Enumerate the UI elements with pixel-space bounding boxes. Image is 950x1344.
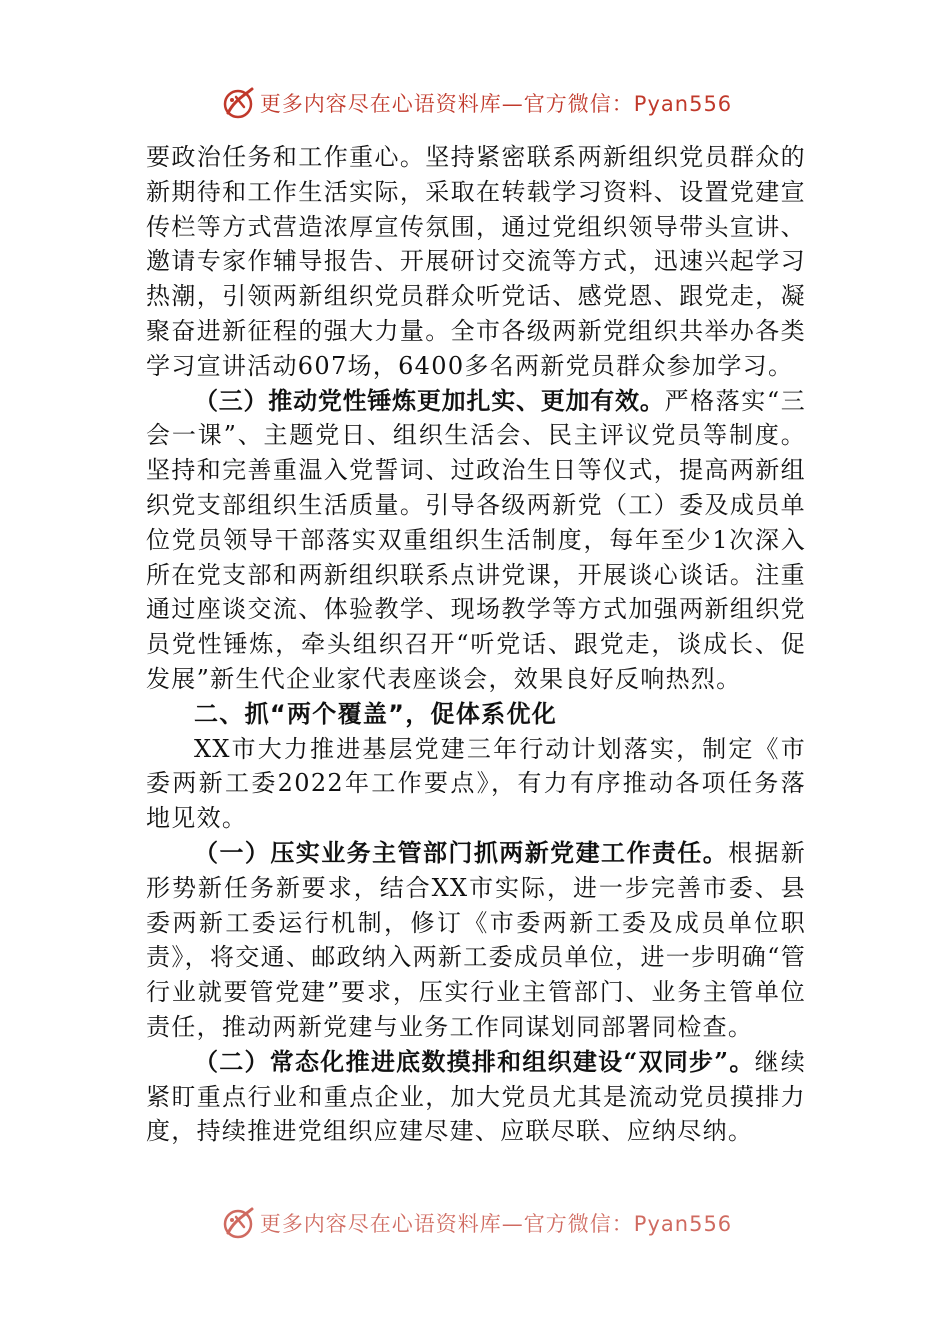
paragraph-5 xyxy=(146,1045,806,1149)
paragraph-2 xyxy=(146,384,806,697)
watermark-text: 更多内容尽在心语资料库—官方微信：Pyan556 xyxy=(259,92,733,116)
paragraph-1: 要政治任务和工作重心。坚持紧密联系两新组织党员群众的新期待和工作生活实际，采取在转载学习资料、设置党建宣传栏等方式营造浓厚宣传氛围，通过党组织领导带头宣讲、邀请专家作辅导报告、开展研讨交流等方式，迅速兴起学习热潮，引领两新组织党员群众听党话、感党恩、跟党走，凝聚奋进新征程的强大力量。全市各级两新党组织共举办各类学习宣讲活动607场，6400多名两新党员群众参加学习。 xyxy=(146,143,806,380)
paragraph-4-body: 根据新形势新任务新要求，结合XX市实际，进一步完善市委、县委两新工委运行机制，修订《市委两新工委及成员单位职责》，将交通、邮政纳入两新工委成员单位，进一步明确“管行业就要管党建”要求，压实行业主管部门、业务主管单位责任，推动两新党建与业务工作同谋划同部署同检查。 xyxy=(146,838,806,1041)
watermark-footer xyxy=(0,1203,950,1243)
paragraph-3: XX市大力推进基层党建三年行动计划落实，制定《市委两新工委2022年工作要点》，有力有序推动各项任务落地见效。 xyxy=(146,734,806,833)
watermark-header xyxy=(0,83,950,123)
subheading-1: （一）压实业务主管部门抓两新党建工作责任。 xyxy=(194,837,729,867)
paragraph-4 xyxy=(146,836,806,1045)
subheading-3: （三）推动党性锤炼更加扎实、更加有效。 xyxy=(194,385,665,415)
document-body xyxy=(146,140,806,1149)
watermark-text: 更多内容尽在心语资料库—官方微信：Pyan556 xyxy=(259,1212,733,1236)
section-heading-2: 二、抓“两个覆盖”，促体系优化 xyxy=(194,699,558,728)
subheading-2: （二）常态化推进底数摸排和组织建设“双同步”。 xyxy=(194,1046,755,1076)
paragraph-5-body: 继续紧盯重点行业和重点企业，加大党员尤其是流动党员摸排力度，持续推进党组织应建尽建、应联尽联、应纳尽纳。 xyxy=(146,1047,807,1146)
paragraph-2-body: 严格落实“三会一课”、主题党日、组织生活会、民主评议党员等制度。坚持和完善重温入党誓词、过政治生日等仪式，提高两新组织党支部组织生活质量。引导各级两新党（工）委及成员单位党员领导干部落实双重组织生活制度，每年至少1次深入所在党支部和两新组织联系点讲党课，开展谈心谈话。注重通过座谈交流、体验教学、现场教学等方式加强两新组织党员党性锤炼，牵头组织召开“听党话、跟党走，谈成长、促发展”新生代企业家代表座谈会，效果良好反响热烈。 xyxy=(146,386,807,693)
brand-logo-icon xyxy=(218,83,258,123)
brand-logo-icon xyxy=(218,1203,258,1243)
